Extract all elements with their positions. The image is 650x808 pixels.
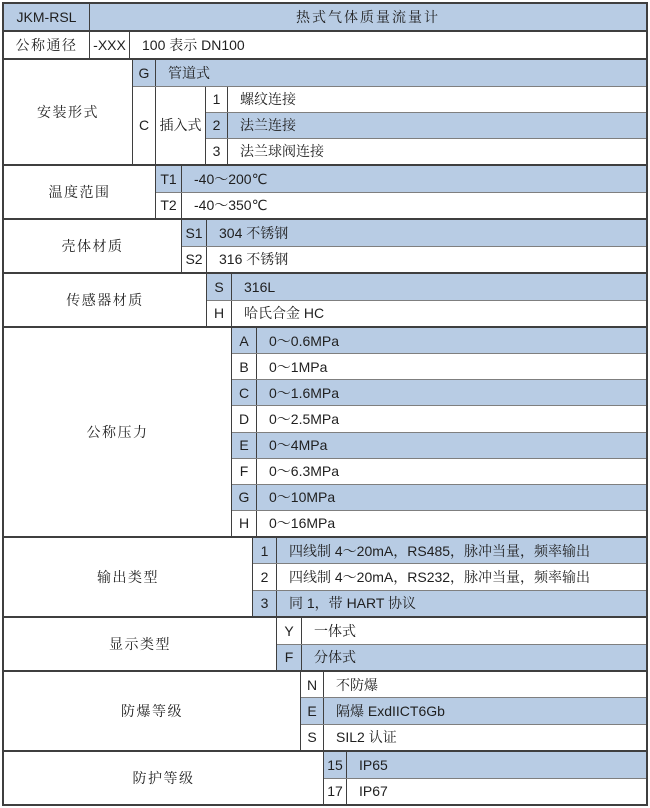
option-code: E [232,433,257,458]
option-code: G [232,485,257,510]
option-code: 2 [206,113,228,138]
header-row [4,4,646,30]
option-desc: 四线制 4～20mA，RS232，脉冲当量，频率输出 [289,568,591,585]
option-row [182,220,646,246]
option-row [232,510,646,536]
option-desc: 0～2.5MPa [269,410,340,427]
option-desc: 哈氏合金 HC [244,305,325,322]
option-code: 2 [253,564,277,589]
option-code: D [232,406,257,431]
option-code: F [277,645,302,671]
option-code: 3 [253,591,277,616]
option-code: F [232,459,257,484]
table-title: 热式气体质量流量计 [296,9,440,25]
option-row [90,32,646,58]
option-code: 17 [324,779,347,805]
section-housing-material [4,218,646,272]
option-desc: 0～0.6MPa [269,332,340,349]
option-row [253,590,646,616]
option-code: B [232,354,257,379]
section-sensor-material [4,272,646,326]
option-row [232,353,646,379]
option-row [232,458,646,484]
option-code: G [133,60,156,86]
option-code: E [301,698,324,723]
option-row [207,300,646,327]
insertion-group [133,86,646,164]
section-label: 输出类型 [4,538,253,616]
option-desc: -40～350℃ [194,197,268,214]
option-desc: 一体式 [314,622,356,639]
option-code: T2 [156,193,182,219]
option-code: N [301,672,324,697]
section-label: 传感器材质 [4,274,207,326]
group-code: C [133,87,156,164]
option-row [133,60,646,86]
section-explosion-proof-rating [4,670,646,750]
option-row [232,405,646,431]
section-temperature-range [4,164,646,218]
option-row [301,672,646,697]
option-desc: 法兰连接 [240,117,296,134]
option-row [206,87,646,112]
option-code: T1 [156,166,182,192]
option-code: 1 [206,87,228,112]
option-code: S1 [182,220,207,246]
section-installation-type [4,58,646,164]
option-code: Y [277,618,302,644]
option-row [156,192,646,219]
ordering-code-table [2,2,648,806]
option-code: A [232,328,257,353]
section-label: 公称压力 [4,328,232,536]
option-row [324,752,646,778]
option-desc: 100 表示 DN100 [142,37,245,53]
option-row [277,618,646,644]
option-row [156,166,646,192]
option-code: S [301,725,324,750]
option-desc: 四线制 4～20mA，RS485，脉冲当量，频率输出 [289,542,591,559]
option-desc: 管道式 [168,64,210,81]
option-row [232,328,646,353]
option-row [206,112,646,138]
option-desc: 法兰球阀连接 [240,143,324,160]
option-desc: IP67 [359,783,388,800]
section-label: 壳体材质 [4,220,182,272]
section-nominal-pressure [4,326,646,536]
option-desc: 316 不锈钢 [219,251,289,268]
option-desc: 316L [244,278,276,295]
option-row [232,432,646,458]
option-row [232,379,646,405]
section-label: 安装形式 [4,60,133,164]
option-row [324,778,646,805]
group-label: 插入式 [156,87,206,164]
option-row [301,724,646,750]
option-desc: 不防爆 [336,676,378,693]
option-code: H [207,301,232,327]
section-nominal-diameter [4,30,646,58]
option-desc: -40～200℃ [194,170,268,187]
option-code: S2 [182,247,207,273]
section-label: 防爆等级 [4,672,301,750]
option-row [207,274,646,300]
option-desc: 304 不锈钢 [219,224,289,241]
option-row [206,138,646,164]
option-row [277,644,646,671]
model-code: JKM-RSL [4,4,90,30]
option-desc: 0～10MPa [269,489,336,506]
option-desc: 螺纹连接 [240,91,296,108]
option-row [253,563,646,589]
section-label: 温度范围 [4,166,156,218]
option-desc: 隔爆 ExdIICT6Gb [336,702,445,719]
option-row [301,697,646,723]
option-code: 1 [253,538,277,563]
option-code: 3 [206,139,228,164]
option-code: S [207,274,232,300]
option-row [232,484,646,510]
section-label: 防护等级 [4,752,324,804]
section-output-type [4,536,646,616]
option-desc: 分体式 [314,649,356,666]
option-desc: 同 1，带 HART 协议 [289,595,417,612]
section-label: 公称通径 [4,32,90,58]
section-label: 显示类型 [4,618,277,670]
option-desc: 0～6.3MPa [269,463,340,480]
option-code: 15 [324,752,347,778]
option-desc: 0～16MPa [269,515,336,532]
option-desc: 0～1.6MPa [269,384,340,401]
option-row [182,246,646,273]
option-row [253,538,646,563]
option-desc: IP65 [359,756,388,773]
option-desc: SIL2 认证 [336,729,397,746]
option-code: C [232,380,257,405]
option-desc: 0～1MPa [269,358,328,375]
option-desc: 0～4MPa [269,437,328,454]
section-display-type [4,616,646,670]
option-code: H [232,511,257,536]
section-protection-rating [4,750,646,804]
option-code: -XXX [90,32,130,58]
